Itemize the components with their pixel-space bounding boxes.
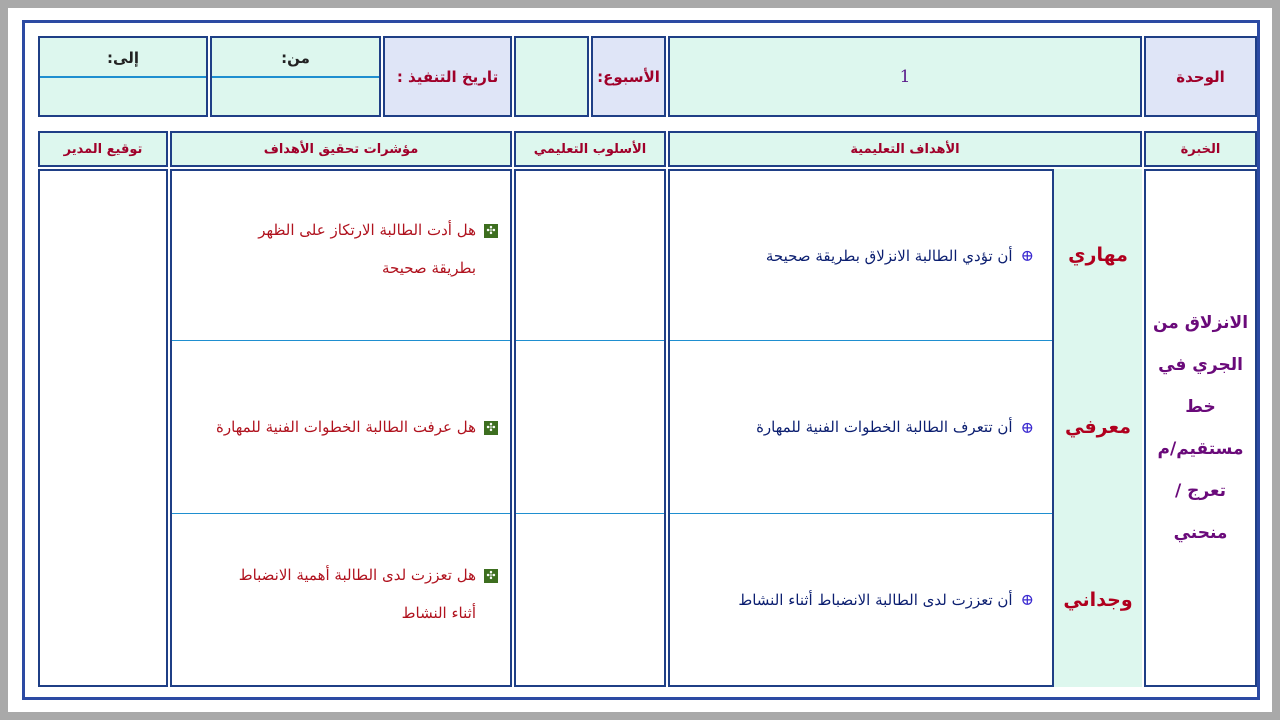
unit-value: 1 bbox=[668, 36, 1142, 117]
to-label: إلى: bbox=[40, 40, 206, 78]
crosshair-circle-icon: ⊕ bbox=[1020, 246, 1034, 265]
crosshair-circle-icon: ⊕ bbox=[1020, 417, 1034, 437]
execution-date-label: تاريخ التنفيذ : bbox=[383, 36, 512, 117]
row-divider bbox=[172, 340, 510, 341]
method-column bbox=[514, 169, 666, 687]
green-square-bullet-icon: ✣ bbox=[484, 421, 498, 435]
indicator-row-3 bbox=[172, 514, 510, 685]
crosshair-circle-icon: ⊕ bbox=[1020, 590, 1034, 609]
unit-label: الوحدة bbox=[1144, 36, 1257, 117]
page-frame bbox=[8, 8, 1272, 712]
indicator-text: بطريقة صحيحة bbox=[382, 259, 476, 277]
objective-row-3 bbox=[670, 514, 1052, 685]
experience-line: منحني bbox=[1173, 523, 1228, 543]
row-divider bbox=[670, 513, 1052, 514]
header-method: الأسلوب التعليمي bbox=[514, 131, 666, 167]
header-indicators: مؤشرات تحقيق الأهداف bbox=[170, 131, 512, 167]
objective-row-2 bbox=[670, 341, 1052, 513]
domain-skill: مهاري bbox=[1052, 169, 1142, 340]
header-objectives: الأهداف التعليمية bbox=[668, 131, 1142, 167]
signature-column bbox=[38, 169, 168, 687]
indicator-text: أثناء النشاط bbox=[401, 604, 476, 622]
from-label: من: bbox=[212, 40, 379, 78]
row-divider bbox=[516, 513, 664, 514]
indicator-text: هل أدت الطالبة الارتكاز على الظهر bbox=[258, 221, 476, 239]
row-divider bbox=[172, 513, 510, 514]
green-square-bullet-icon: ✣ bbox=[484, 224, 498, 238]
domain-cognitive: معرفي bbox=[1052, 340, 1142, 513]
lesson-plan-table bbox=[22, 20, 1260, 700]
experience-line: الانزلاق من bbox=[1152, 313, 1249, 333]
domain-affective: وجداني bbox=[1052, 513, 1142, 687]
row-divider bbox=[516, 340, 664, 341]
objective-text: أن تؤدي الطالبة الانزلاق بطريقة صحيحة bbox=[765, 246, 1013, 265]
header-experience: الخبرة bbox=[1144, 131, 1257, 167]
experience-line: تعرج / bbox=[1175, 481, 1226, 501]
experience-line: مستقيم/م bbox=[1157, 439, 1244, 459]
indicator-text: هل عرفت الطالبة الخطوات الفنية للمهارة bbox=[216, 418, 476, 436]
experience-cell bbox=[1144, 169, 1257, 687]
objective-text: أن تتعرف الطالبة الخطوات الفنية للمهارة bbox=[756, 418, 1013, 436]
experience-line: الجري في bbox=[1158, 355, 1243, 375]
objective-row-1 bbox=[670, 171, 1052, 340]
to-field bbox=[38, 36, 208, 117]
header-principal-signature: توقيع المدير bbox=[38, 131, 168, 167]
objective-text: أن تعززت لدى الطالبة الانضباط أثناء النشاط bbox=[738, 590, 1013, 609]
indicator-text: هل تعززت لدى الطالبة أهمية الانضباط bbox=[238, 566, 476, 584]
experience-line: خط bbox=[1185, 397, 1216, 417]
week-label: الأسبوع: bbox=[591, 36, 666, 117]
indicator-row-2 bbox=[172, 341, 510, 513]
from-field bbox=[210, 36, 381, 117]
row-divider bbox=[670, 340, 1052, 341]
week-value bbox=[514, 36, 589, 117]
green-square-bullet-icon: ✣ bbox=[484, 569, 498, 583]
indicator-row-1 bbox=[172, 171, 510, 340]
